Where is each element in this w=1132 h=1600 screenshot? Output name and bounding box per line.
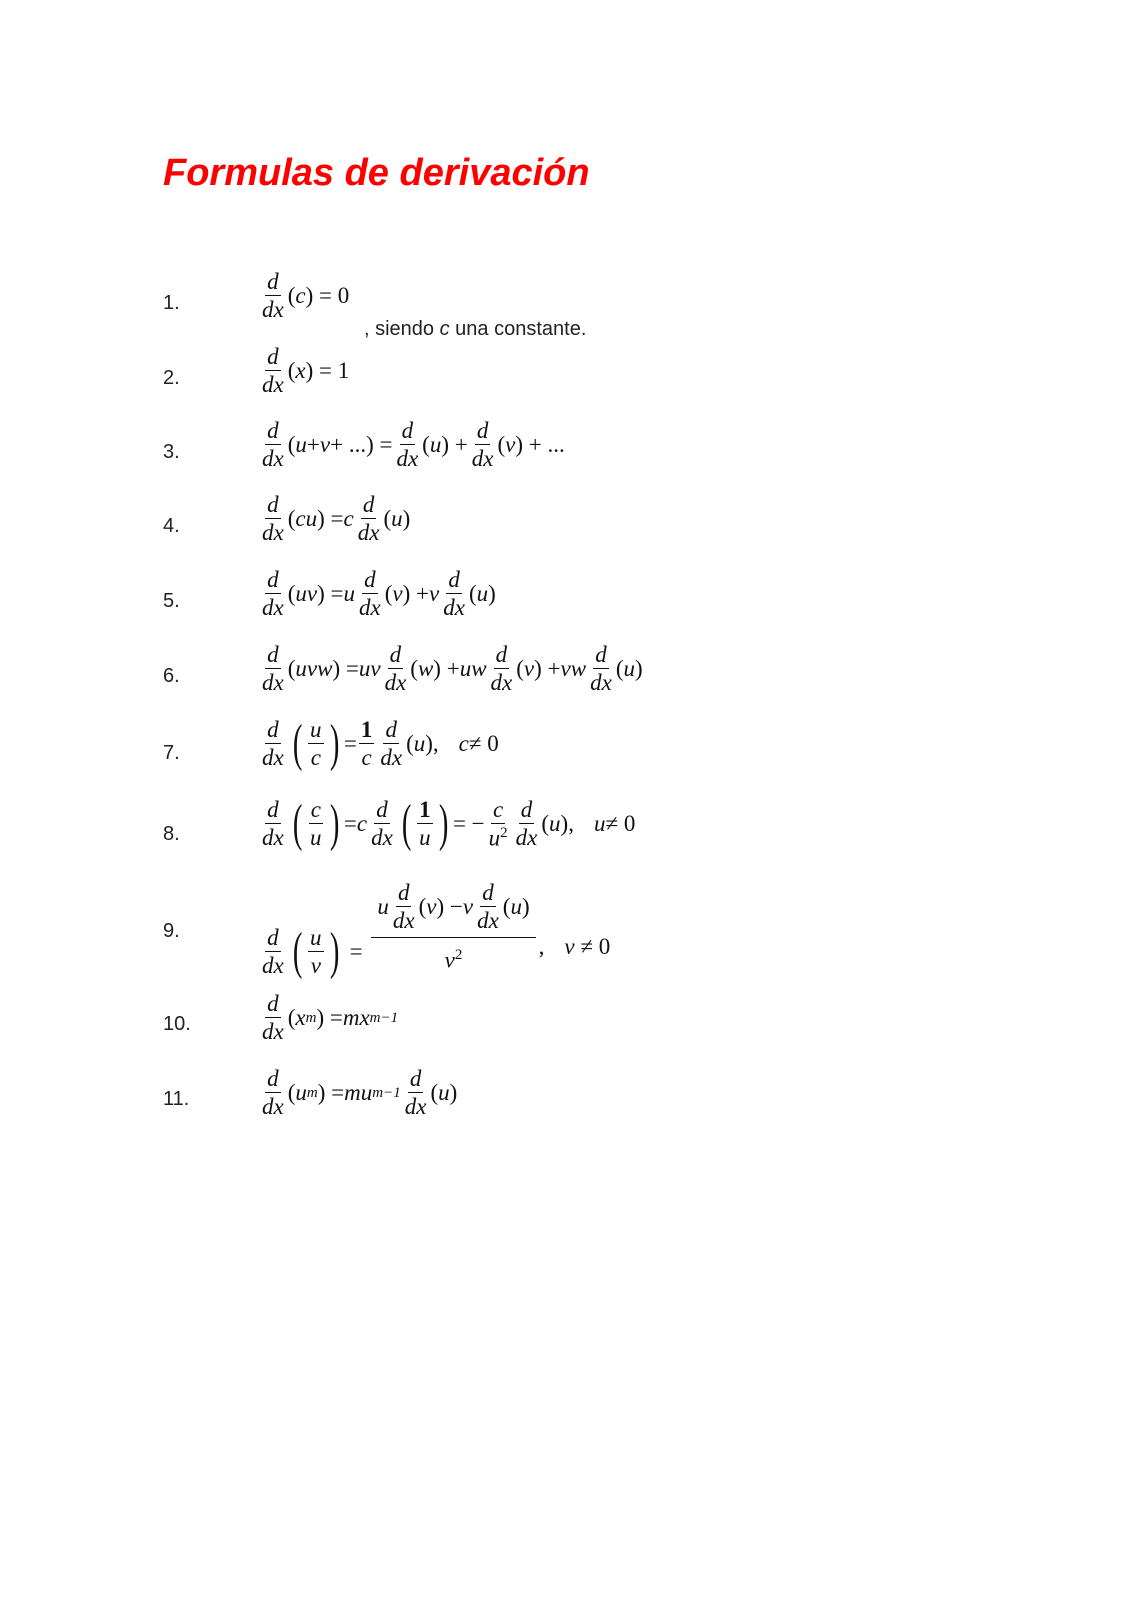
formula-1: $\frac{d}{dx}$ ( c ) = 0: [262, 269, 350, 323]
formula-11: $\frac{d}{dx}$ ( u m ) = mu m−1 $\frac{d}{dx}$ ( u ): [262, 1066, 458, 1120]
page-title: Formulas de derivación: [163, 152, 590, 194]
constant-note: , siendo c una constante.: [364, 318, 587, 340]
formula-number: 10.: [163, 1013, 191, 1035]
formula-number: 9.: [163, 920, 180, 942]
formula-6: $\frac{d}{dx}$ ( uvw ) = uv $\frac{d}{dx}$ ( w ) + uw $\frac{d}{dx}$ ( v ) + vw $\frac{d}{dx}$ ( u ): [262, 642, 643, 696]
formula-3: $\frac{d}{dx}$ ( u + v + ...) = $\frac{d}{dx}$ ( u ) + $\frac{d}{dx}$ ( v ) + ...: [262, 418, 565, 472]
formula-4: $\frac{d}{dx}$ ( cu ) = c $\frac{d}{dx}$ ( u ): [262, 492, 411, 546]
formula-8: $\frac{d}{dx}$ ( $\frac{c}{u}$ ) = c $\frac{d}{dx}$ ( $\frac{1}{u}$ ) = − $\frac{c}{u^2}$ $\frac{d}{dx}$ ( u ), u ≠ 0: [262, 795, 636, 853]
formula-number: 4.: [163, 515, 180, 537]
formula-number: 5.: [163, 590, 180, 612]
formula-number: 7.: [163, 742, 180, 764]
formula-9: $\frac{d}{dx}$ ( $\frac{u}{v}$ ) = u $\frac{d}{dx}$ ( v ) − v $\frac{d}{dx}$ ( u ) $v^2$ , v ≠ 0: [262, 880, 611, 981]
formula-number: 2.: [163, 367, 180, 389]
formula-number: 6.: [163, 665, 180, 687]
formula-number: 3.: [163, 441, 180, 463]
formula-number: 8.: [163, 823, 180, 845]
formula-5: $\frac{d}{dx}$ ( uv ) = u $\frac{d}{dx}$ ( v ) + v $\frac{d}{dx}$ ( u ): [262, 567, 496, 621]
formula-2: $\frac{d}{dx}$ ( x ) = 1: [262, 344, 350, 398]
formula-10: $\frac{d}{dx}$ ( x m ) = mx m−1: [262, 991, 399, 1045]
formula-number: 11.: [163, 1088, 190, 1110]
formula-number: 1.: [163, 292, 180, 314]
formula-7: $\frac{d}{dx}$ ( $\frac{u}{c}$ ) = $\frac{1}{c}$ $\frac{d}{dx}$ ( u ), c ≠ 0: [262, 715, 499, 773]
